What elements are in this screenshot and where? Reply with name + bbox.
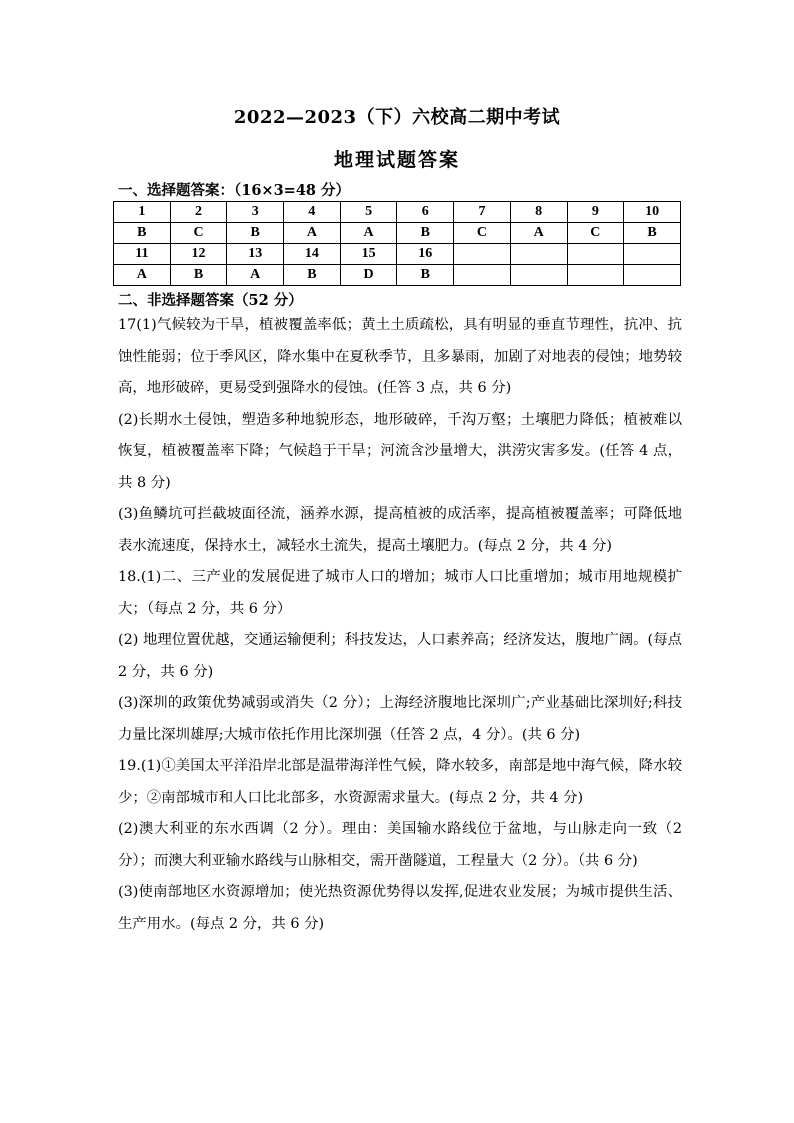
table-cell [624,265,681,286]
table-cell: 5 [340,202,397,223]
answer-paragraph: 18.(1)二、三产业的发展促进了城市人口的增加；城市人口比重增加；城市用地规模扩大；（每点 2 分，共 6 分） [118,569,682,617]
table-cell [454,244,511,265]
answer-paragraph: (3)深圳的政策优势减弱或消失（2 分）；上海经济腹地比深圳广;产业基础比深圳好;科技力量比深圳雄厚;大城市依托作用比深圳强（任答 2 点，4 分）。(共 6 分) [118,695,682,743]
answer-paragraph: 19.(1)①美国太平洋沿岸北部是温带海洋性气候，降水较多，南部是地中海气候，降水较少；②南部城市和人口比北部多，水资源需求量大。(每点 2 分，共 4 分) [118,758,682,806]
exam-title: 2022—2023（下）六校高二期中考试 [233,107,561,128]
table-cell [624,244,681,265]
table-cell: 1 [114,202,171,223]
table-cell: B [284,265,341,286]
table-cell: D [340,265,397,286]
table-cell: B [170,265,227,286]
answer-paragraph: (2) 地理位置优越，交通运输便利；科技发达，人口素养高；经济发达，腹地广阔。(每点 2 分，共 6 分) [118,632,682,680]
table-cell: 9 [567,202,624,223]
answer-paragraph: (3)鱼鳞坑可拦截坡面径流，涵养水源，提高植被的成活率，提高植被覆盖率；可降低地表水流速度，保持水土，减轻水土流失，提高土壤肥力。(每点 2 分，共 4 分) [118,506,682,554]
answer-key-title: 地理试题答案 [333,149,460,171]
table-cell: 8 [510,202,567,223]
table-cell: B [114,223,171,244]
table-cell [510,244,567,265]
answer-paragraph: (2)长期水土侵蚀，塑造多种地貌形态，地形破碎，千沟万壑；土壤肥力降低；植被难以恢复，植被覆盖率下降；气候趋于干旱；河流含沙量增大，洪涝灾害多发。(任答 4 点，共 8 分) [118,411,682,491]
answer-paragraph: (2)澳大利亚的东水西调（2 分）。理由：美国输水路线位于盆地，与山脉走向一致（2 分）；而澳大利亚输水路线与山脉相交，需开凿隧道，工程量大（2 分）。（共 6 分) [118,821,682,869]
table-cell [510,265,567,286]
table-cell: C [170,223,227,244]
choice-section-heading: 一、选择题答案：（16×3=48 分） [118,182,351,199]
table-cell: 15 [340,244,397,265]
table-cell: 11 [114,244,171,265]
table-cell: A [510,223,567,244]
table-cell: B [397,265,454,286]
table-cell: C [567,223,624,244]
table-cell: 13 [227,244,284,265]
answer-paragraph: 17(1)气候较为干旱，植被覆盖率低；黄土土质疏松，具有明显的垂直节理性，抗冲、抗蚀性能弱；位于季风区，降水集中在夏秋季节，且多暴雨，加剧了对地表的侵蚀；地势较高，地形破碎，更易受到强降水的侵蚀。(任答 3 点，共 6 分) [118,317,682,396]
table-cell: A [114,265,171,286]
answer-paragraph: (3)使南部地区水资源增加；使光热资源优势得以发挥,促进农业发展；为城市提供生活、生产用水。(每点 2 分，共 6 分) [118,884,682,932]
choice-answer-table [113,201,681,286]
table-cell: 10 [624,202,681,223]
table-cell [567,265,624,286]
table-cell: 6 [397,202,454,223]
table-cell: 2 [170,202,227,223]
table-cell: 3 [227,202,284,223]
open-answers [118,310,682,940]
table-row [114,202,681,223]
table-cell: 14 [284,244,341,265]
table-cell [567,244,624,265]
table-cell: 4 [284,202,341,223]
table-cell: B [227,223,284,244]
table-row [114,223,681,244]
open-section-heading: 二、非选择题答案（52 分） [118,292,303,309]
table-row [114,244,681,265]
table-cell: B [624,223,681,244]
table-cell: A [340,223,397,244]
table-cell: A [227,265,284,286]
table-cell [454,265,511,286]
table-cell: B [397,223,454,244]
table-cell: 7 [454,202,511,223]
table-cell: A [284,223,341,244]
table-row [114,265,681,286]
table-cell: C [454,223,511,244]
table-cell: 12 [170,244,227,265]
table-cell: 16 [397,244,454,265]
